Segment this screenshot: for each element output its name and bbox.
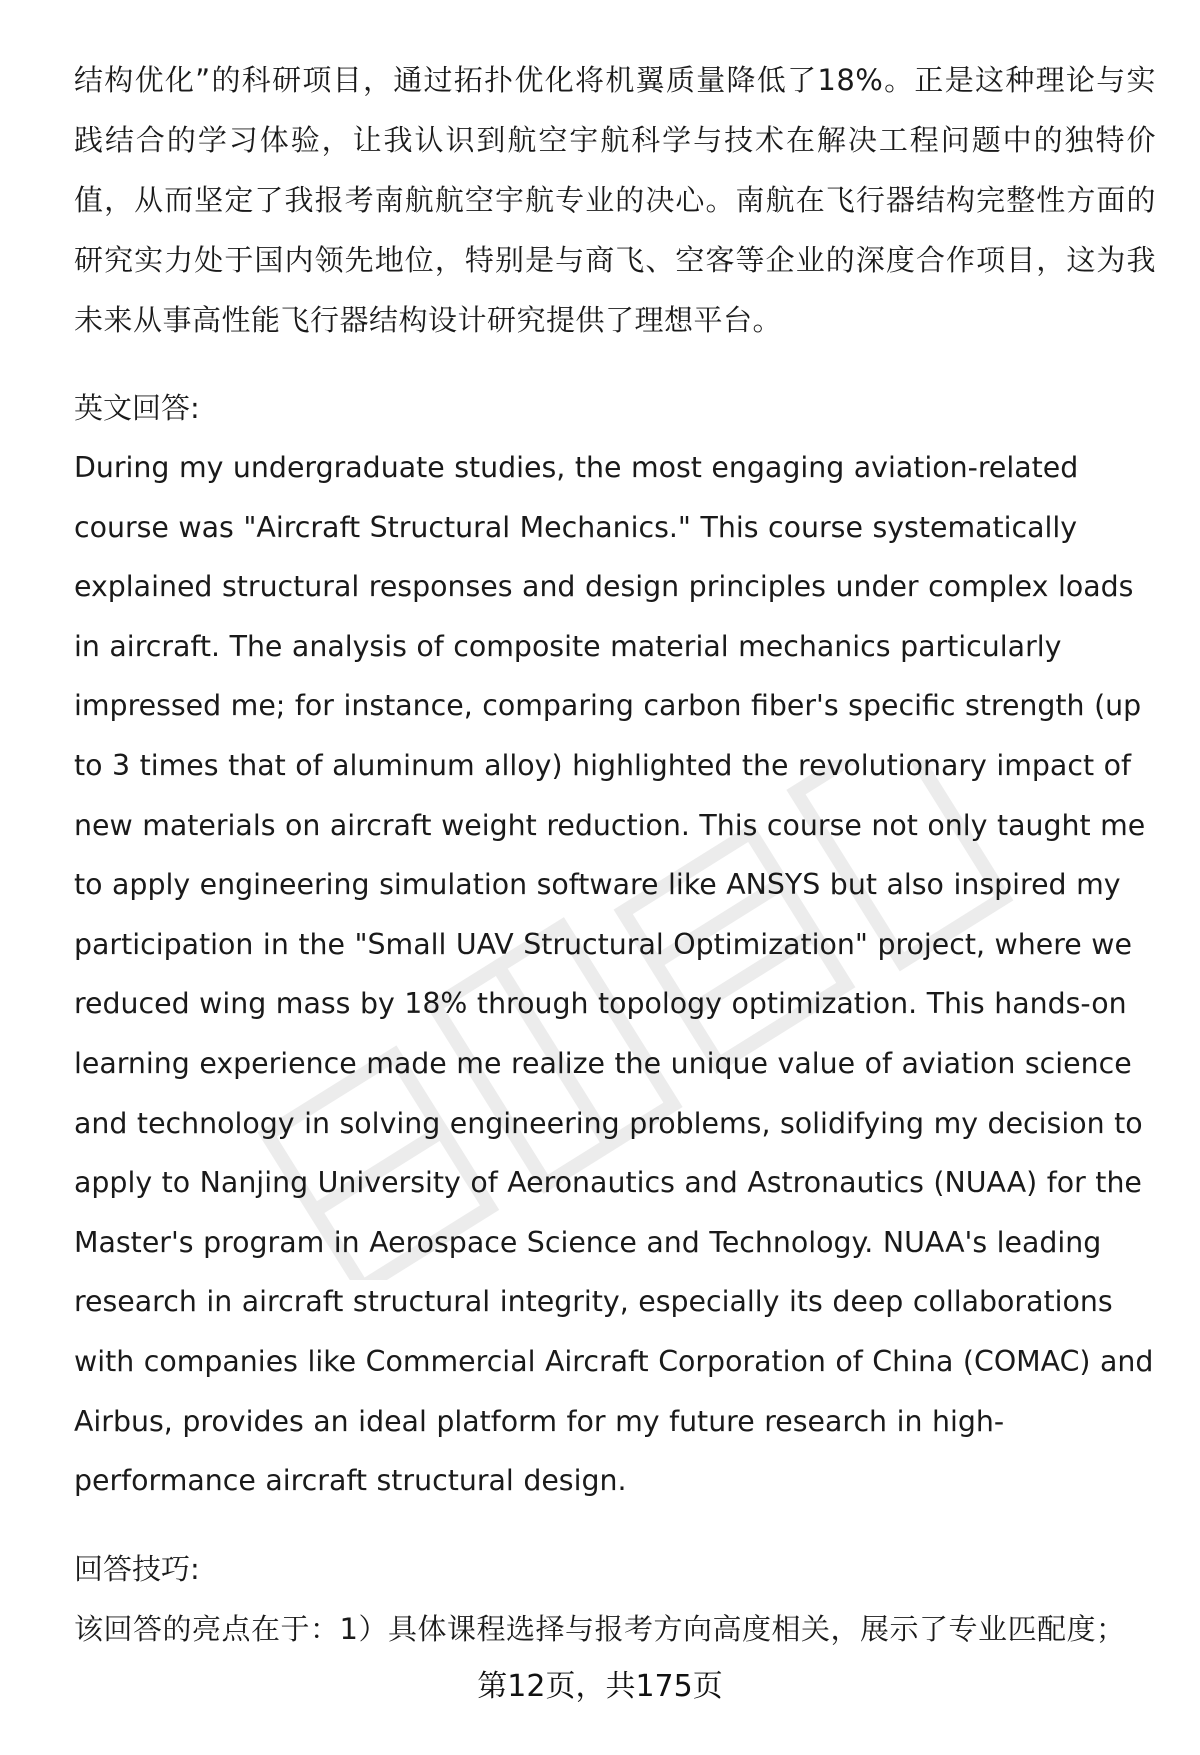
answer-tips-heading: 回答技巧:: [74, 1551, 200, 1586]
english-answer-heading: 英文回答:: [74, 391, 200, 425]
section-spacer: [74, 350, 1156, 378]
intro-paragraph: 结构优化”的科研项目，通过拓扑优化将机翼质量降低了18%。正是这种理论与实践结合的学习体验，让我认识到航空宇航科学与技术在解决工程问题中的独特价值，从而坚定了我报考南航航空宇航专业的决心。南航在飞行器结构完整性方面的研究实力处于国内领先地位，特别是与商飞、空客等企业的深度合作项目，这为我未来从事高性能飞行器结构设计研究提供了理想平台。: [74, 63, 1156, 337]
page-footer: 第12页，共175页: [477, 1669, 723, 1704]
document-body: [74, 50, 1156, 1659]
section-spacer: [74, 1511, 1156, 1539]
answer-tips-paragraph: 该回答的亮点在于：1）具体课程选择与报考方向高度相关，展示了专业匹配度；: [74, 1611, 1126, 1646]
english-answer-paragraph: During my undergraduate studies, the most engaging aviation-related course was "Aircraft Structural Mechanics." This course systematically explained structural responses and design principles under complex loads in aircraft. The analysis of composite material mechanics particularly impressed me; for instance, comparing carbon fiber's specific strength (up to 3 times that of aluminum alloy) highlighted the revolutionary impact of new materials on aircraft weight reduction. This course not only taught me to apply engineering simulation software like ANSYS but also inspired my participation in the "Small UAV Structural Optimization" project, where we reduced wing mass by 18% through topology optimization. This hands-on learning experience made me realize the unique value of aviation science and technology in solving engineering problems, solidifying my decision to apply to Nanjing University of Aeronautics and Astronautics (NUAA) for the Master's program in Aerospace Science and Technology. NUAA's leading research in aircraft structural integrity, especially its deep collaborations with companies like Commercial Aircraft Corporation of China (COMAC) and Airbus, provides an ideal platform for my future research in high-performance aircraft structural design.: [74, 451, 1154, 1498]
